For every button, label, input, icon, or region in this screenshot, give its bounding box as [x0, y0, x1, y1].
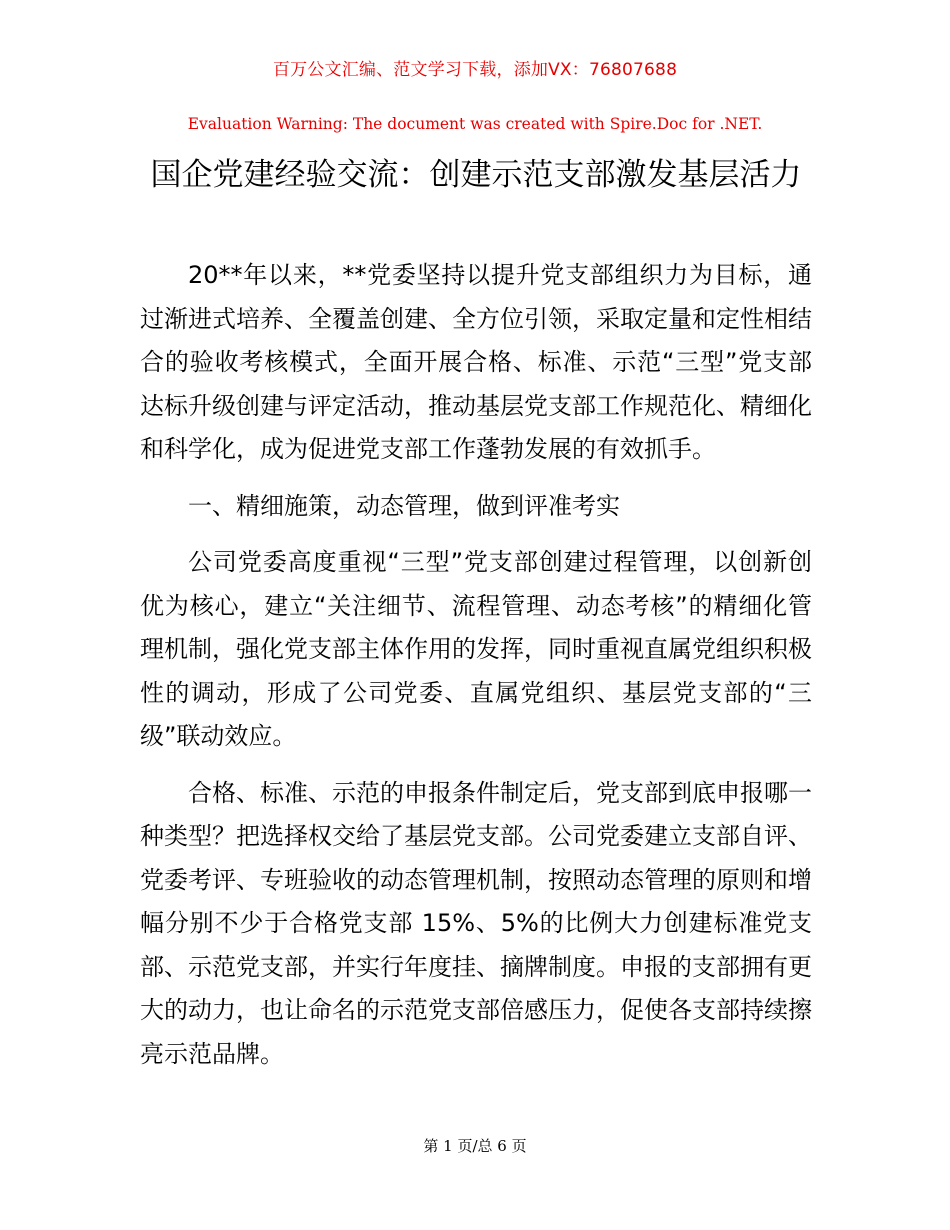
paragraph-dynamic-management: 合格、标准、示范的申报条件制定后，党支部到底申报哪一种类型？把选择权交给了基层党支部。公司党委建立支部自评、党委考评、专班验收的动态管理机制，按照动态管理的原则和增幅分别不少于合格党支部 15%、5%的比例大力创建标准党支部、示范党支部，并实行年度挂、摘牌制度。申报的支部拥有更大的动力，也让命名的示范党支部倍感压力，促使各支部持续擦亮示范品牌。 [140, 778, 812, 1068]
page-indicator: 第 1 页/总 6 页 [423, 1137, 527, 1155]
evaluation-warning: Evaluation Warning: The document was created with Spire.Doc for .NET. [187, 115, 763, 133]
paragraph-process-management: 公司党委高度重视“三型”党支部创建过程管理，以创新创优为核心，建立“关注细节、流程管理、动态考核”的精细化管理机制，强化党支部主体作用的发挥，同时重视直属党组织积极性的调动，形成了公司党委、直属党组织、基层党支部的“三级”联动效应。 [140, 548, 812, 750]
paragraph-intro: 20**年以来，**党委坚持以提升党支部组织力为目标，通过渐进式培养、全覆盖创建、全方位引领，采取定量和定性相结合的验收考核模式，全面开展合格、标准、示范“三型”党支部达标升级创建与评定活动，推动基层党支部工作规范化、精细化和科学化，成为促进党支部工作蓬勃发展的有效抓手。 [140, 261, 812, 463]
header-banner: 百万公文汇编、范文学习下载，添加VX：76807688 [272, 60, 678, 80]
document-body [140, 254, 812, 1089]
section-heading-1: 一、精细施策，动态管理，做到评准考实 [188, 491, 620, 520]
document-title: 国企党建经验交流：创建示范支部激发基层活力 [150, 157, 802, 193]
